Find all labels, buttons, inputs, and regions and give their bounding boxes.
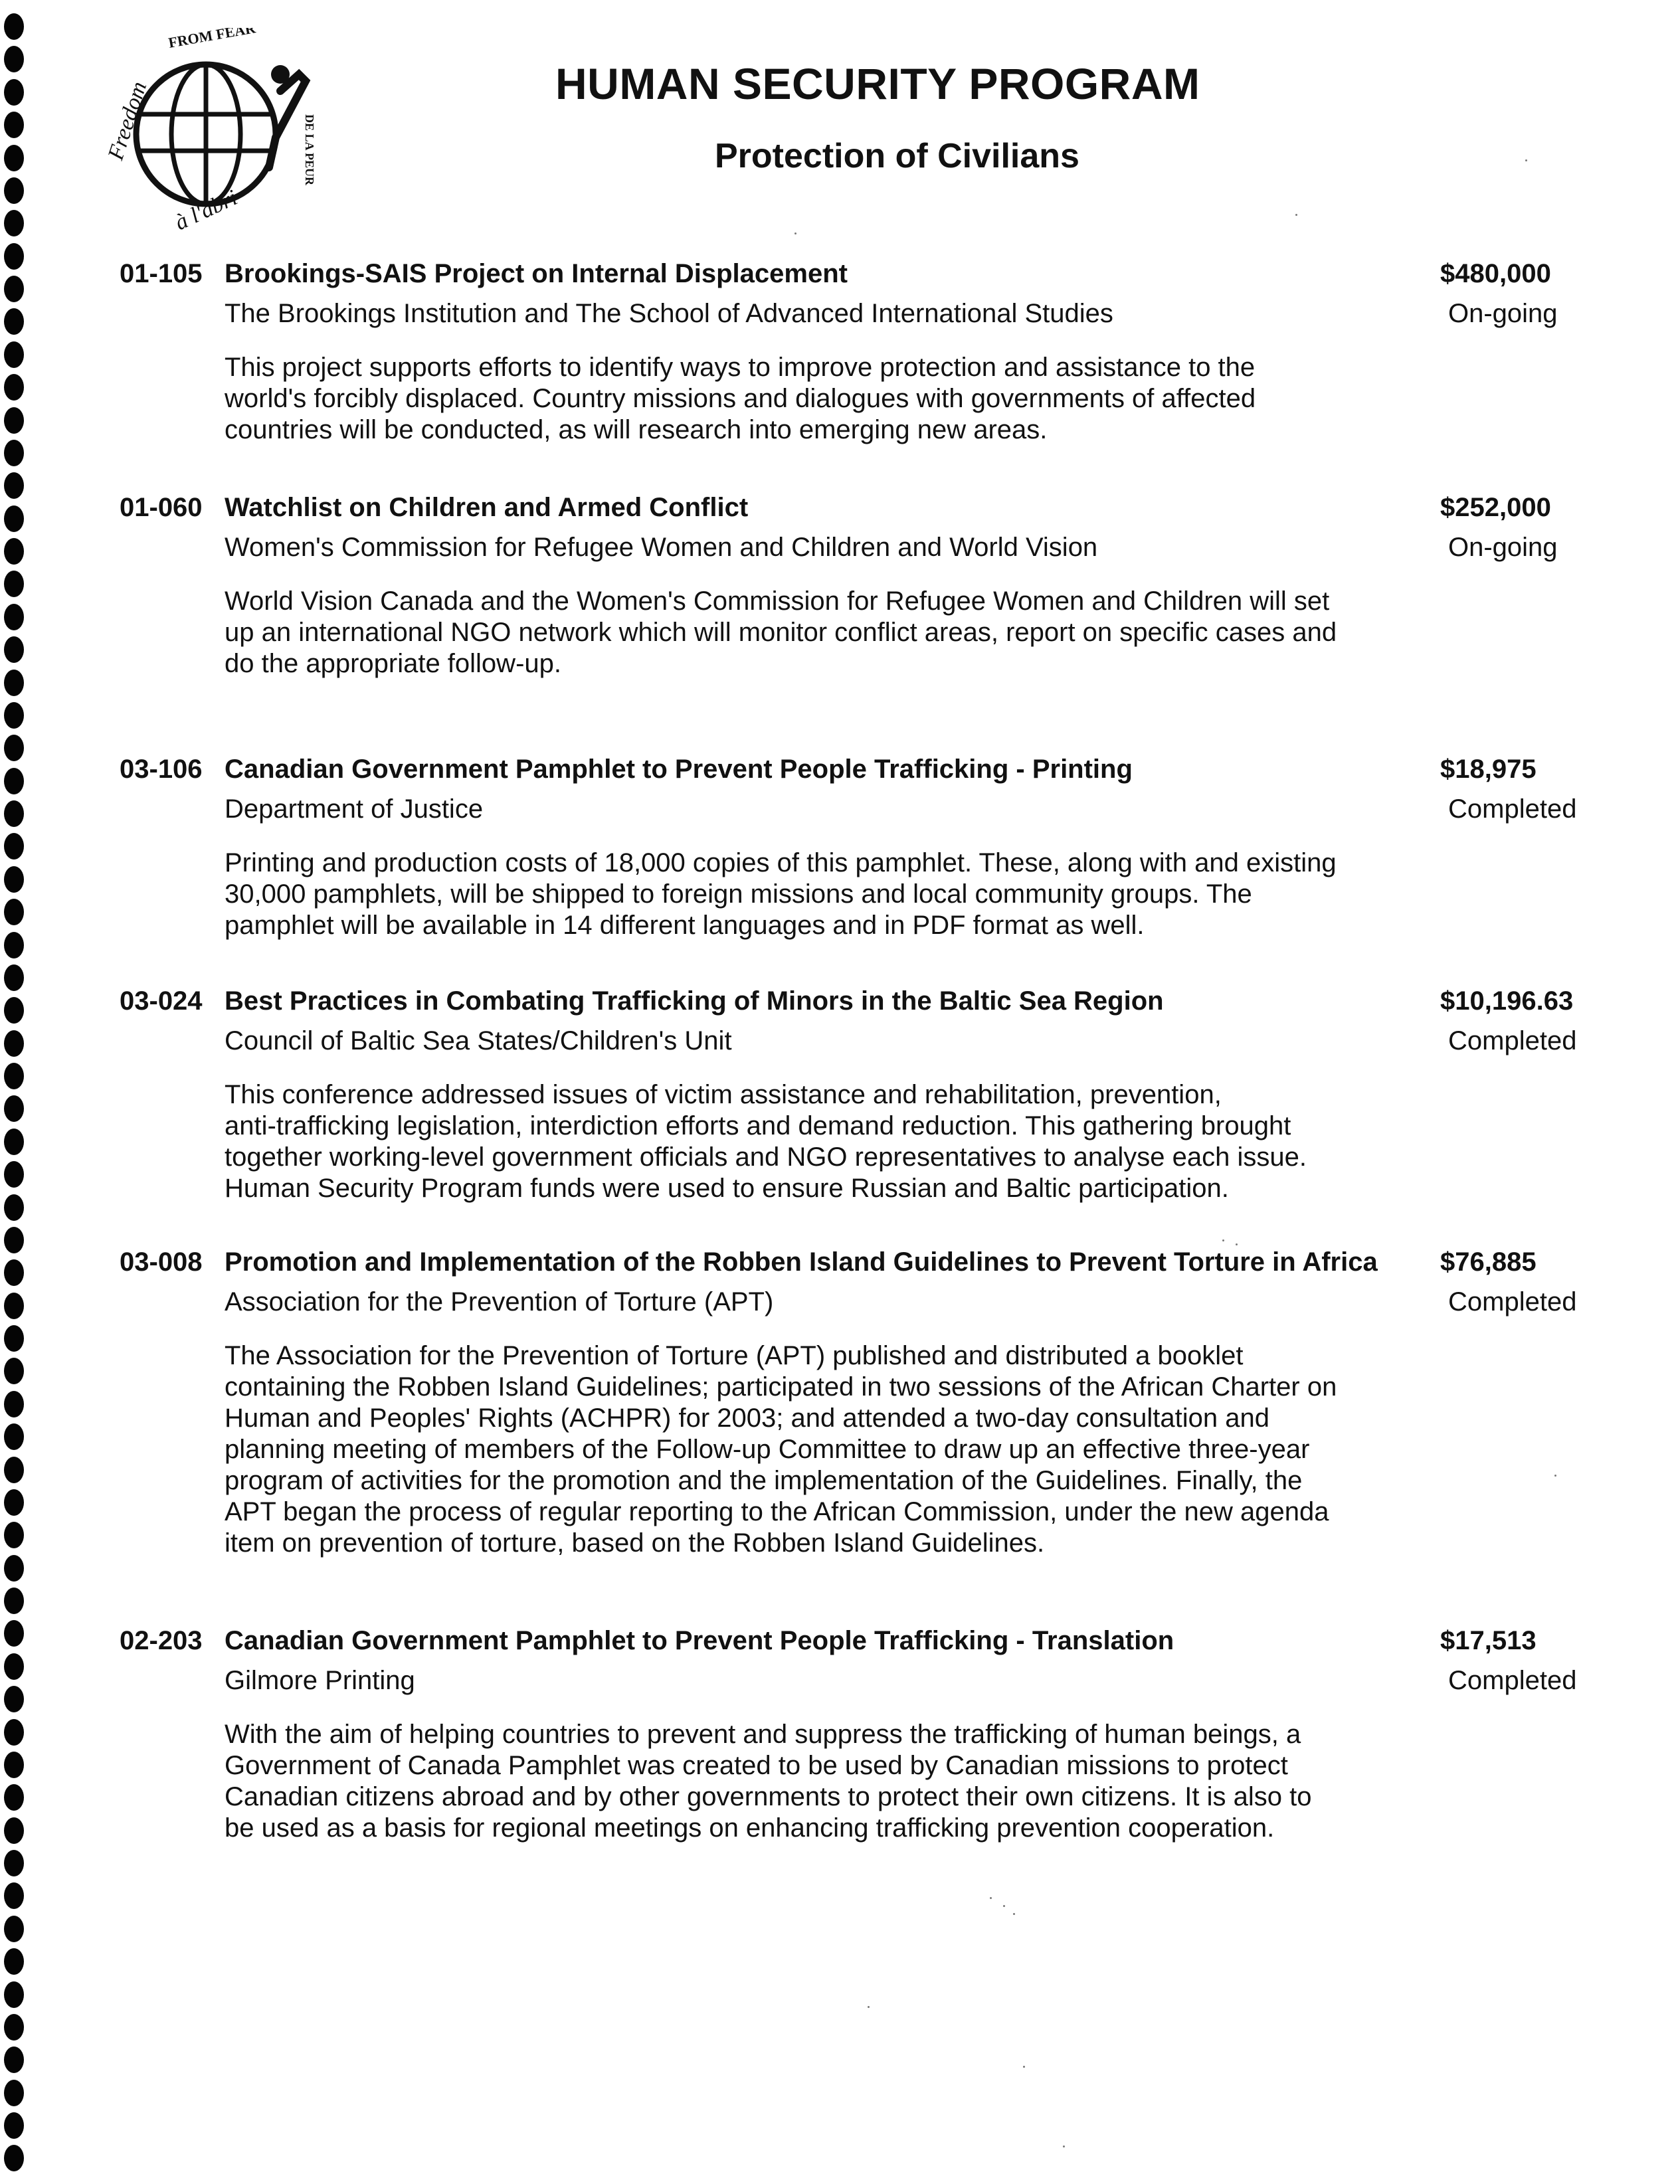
project-code: 01-060	[120, 493, 203, 522]
project-status: Completed	[1448, 794, 1577, 824]
scan-speck	[1222, 1239, 1224, 1241]
scan-speck	[1013, 1913, 1015, 1915]
project-title: Canadian Government Pamphlet to Prevent People Trafficking - Translation	[225, 1626, 1174, 1655]
svg-text:Freedom: Freedom	[106, 78, 152, 163]
svg-text:FROM FEAR: FROM FEAR	[167, 28, 257, 51]
svg-text:DE LA PEUR: DE LA PEUR	[303, 114, 316, 186]
scan-speck	[868, 2006, 870, 2008]
page-subtitle: Protection of Civilians	[715, 137, 1079, 175]
project-title: Canadian Government Pamphlet to Prevent People Trafficking - Printing	[225, 755, 1133, 784]
scan-speck	[1023, 2066, 1025, 2068]
project-title: Promotion and Implementation of the Robben Island Guidelines to Prevent Torture in Africa	[225, 1247, 1378, 1277]
scan-speck	[1525, 159, 1527, 161]
project-organization: Council of Baltic Sea States/Children's Unit	[225, 1026, 732, 1055]
project-description: This conference addressed issues of victim assistance and rehabilitation, prevention, anti-trafficking legislation, interdiction efforts and demand reduction. This gathering brought together working-level government officials and NGO representatives to analyse each issue. Human Security Program funds were used to ensure Russian and Baltic participation.	[225, 1080, 1307, 1203]
project-code: 03-024	[120, 986, 203, 1016]
project-description: With the aim of helping countries to prevent and suppress the trafficking of human beings, a Government of Canada Pamphlet was created to be used by Canadian missions to protect Canadian citizens abroad and by other governments to protect their own citizens. It is also to be used as a basis for regional meetings on enhancing trafficking prevention cooperation.	[225, 1720, 1312, 1843]
project-code: 02-203	[120, 1626, 203, 1655]
project-code: 03-106	[120, 755, 203, 784]
project-amount: $18,975	[1440, 755, 1537, 784]
project-organization: The Brookings Institution and The School of Advanced International Studies	[225, 299, 1113, 328]
project-amount: $252,000	[1440, 493, 1551, 522]
page-title: HUMAN SECURITY PROGRAM	[555, 59, 1200, 108]
project-title: Watchlist on Children and Armed Conflict	[225, 493, 749, 522]
project-status: Completed	[1448, 1026, 1577, 1055]
project-organization: Women's Commission for Refugee Women and Children and World Vision	[225, 533, 1098, 562]
project-status: On-going	[1448, 533, 1558, 562]
project-code: 01-105	[120, 259, 203, 288]
project-amount: $76,885	[1440, 1247, 1537, 1277]
project-description: The Association for the Prevention of Torture (APT) published and distributed a booklet containing the Robben Island Guidelines; participated in two sessions of the African Charter on Human and Peoples' Rights (ACHPR) for 2003; and attended a two-day consultation and planning meeting of members of the Follow-up Committee to draw up an effective three-year program of activities for the promotion and the implementation of the Guidelines. Finally, the APT began the process of regular reporting to the African Commission, under the new agenda item on prevention of torture, based on the Robben Island Guidelines.	[225, 1341, 1337, 1558]
project-description: This project supports efforts to identify ways to improve protection and assistance to the world's forcibly displaced. Country missions and dialogues with governments of affected countries will be conducted, as will research into emerging new areas.	[225, 353, 1256, 444]
scan-speck	[794, 232, 796, 234]
project-organization: Gilmore Printing	[225, 1666, 415, 1695]
project-code: 03-008	[120, 1247, 203, 1277]
project-title: Brookings-SAIS Project on Internal Displacement	[225, 259, 848, 288]
project-status: On-going	[1448, 299, 1558, 328]
project-organization: Department of Justice	[225, 794, 484, 824]
project-amount: $10,196.63	[1440, 986, 1574, 1016]
project-description: Printing and production costs of 18,000 copies of this pamphlet. These, along with and existing 30,000 pamphlets, will be shipped to foreign missions and local community groups. The pamphlet will be available in 14 different languages and in PDF format as well.	[225, 848, 1337, 940]
project-amount: $17,513	[1440, 1626, 1537, 1655]
scan-speck	[1554, 1475, 1556, 1477]
scan-speck	[1003, 1905, 1005, 1907]
project-description: World Vision Canada and the Women's Commission for Refugee Women and Children will set up an international NGO network which will monitor conflict areas, report on specific cases and do the appropriate follow-up.	[225, 587, 1337, 678]
project-status: Completed	[1448, 1287, 1577, 1317]
scan-speck	[1236, 1243, 1238, 1245]
project-title: Best Practices in Combating Trafficking of Minors in the Baltic Sea Region	[225, 986, 1164, 1016]
scan-speck	[990, 1897, 992, 1899]
scan-speck	[1063, 2145, 1065, 2147]
svg-text:à l'abri: à l'abri	[171, 185, 242, 234]
scan-speck	[1295, 214, 1297, 216]
project-organization: Association for the Prevention of Torture (APT)	[225, 1287, 774, 1317]
project-status: Completed	[1448, 1666, 1577, 1695]
project-amount: $480,000	[1440, 259, 1551, 288]
